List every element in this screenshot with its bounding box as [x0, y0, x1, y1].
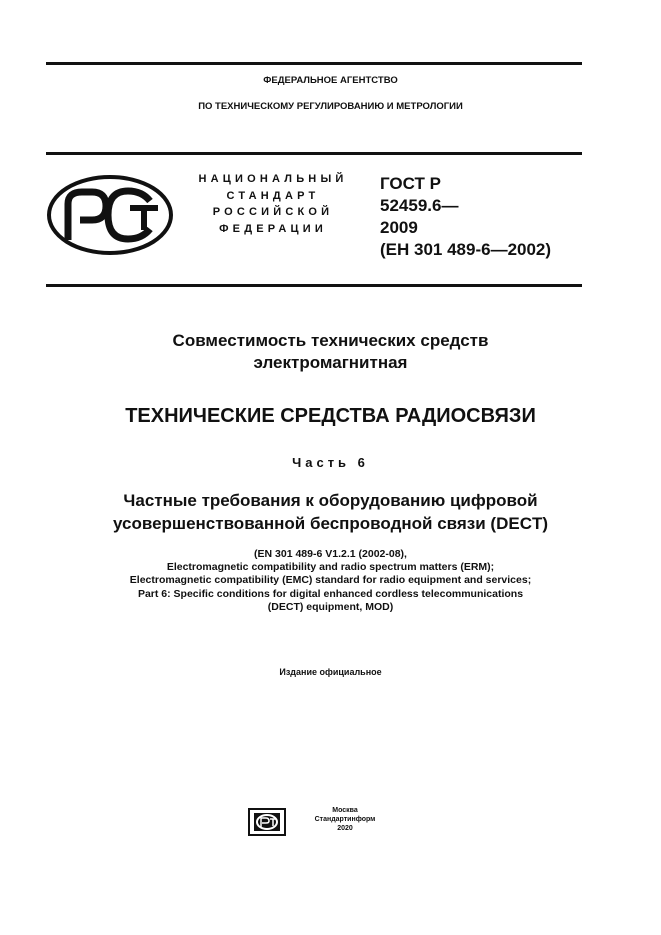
english-line-4: Part 6: Specific conditions for digital enhanced cordless telecommunications [137, 587, 524, 600]
header-rule-top [46, 152, 582, 155]
agency-line-2: ПО ТЕХНИЧЕСКОМУ РЕГУЛИРОВАНИЮ И МЕТРОЛОГИИ [198, 101, 463, 112]
publisher-city: Москва [332, 807, 358, 814]
national-line-3: РОССИЙСКОЙ [212, 206, 334, 218]
national-standard-label [178, 171, 368, 237]
agency-line-1: ФЕДЕРАЛЬНОЕ АГЕНТСТВО [263, 75, 398, 86]
english-line-5: (DECT) equipment, MOD) [267, 600, 394, 613]
national-line-1: НАЦИОНАЛЬНЫЙ [198, 173, 348, 185]
top-rule [46, 62, 582, 65]
gost-emblem-icon [46, 174, 174, 256]
english-line-1: (EN 301 489-6 V1.2.1 (2002-08), [254, 548, 407, 560]
code-line-4: (ЕН 301 489-6—2002) [380, 240, 552, 259]
code-line-1: ГОСТ Р [380, 174, 441, 193]
edition-label: Издание официальное [279, 667, 382, 677]
english-title [0, 548, 661, 614]
english-line-2: Electromagnetic compatibility and radio spectrum matters (ERM); [166, 561, 495, 574]
standard-code [380, 173, 551, 261]
code-line-3: 2009 [380, 218, 418, 237]
main-title: ТЕХНИЧЕСКИЕ СРЕДСТВА РАДИОСВЯЗИ [125, 405, 536, 427]
publisher-year: 2020 [337, 825, 353, 832]
subtitle-line-1: Частные требования к оборудованию цифровой [123, 491, 538, 510]
publisher-info [310, 806, 380, 833]
code-line-2: 52459.6— [380, 196, 459, 215]
english-line-3: Electromagnetic compatibility (EMC) standard for radio equipment and services; [129, 574, 532, 587]
subtitle-line-2: усовершенствованной беспроводной связи (DECT) [112, 514, 549, 533]
title-line-2: электромагнитная [253, 353, 408, 372]
national-line-2: СТАНДАРТ [226, 189, 320, 202]
title-line-1: Совместимость технических средств [172, 331, 489, 350]
publisher-name: Стандартинформ [314, 816, 376, 823]
header-rule-bottom [46, 284, 582, 287]
national-line-4: ФЕДЕРАЦИИ [219, 222, 327, 235]
part-label: Часть 6 [292, 455, 369, 470]
publisher-logo-icon [248, 808, 286, 836]
